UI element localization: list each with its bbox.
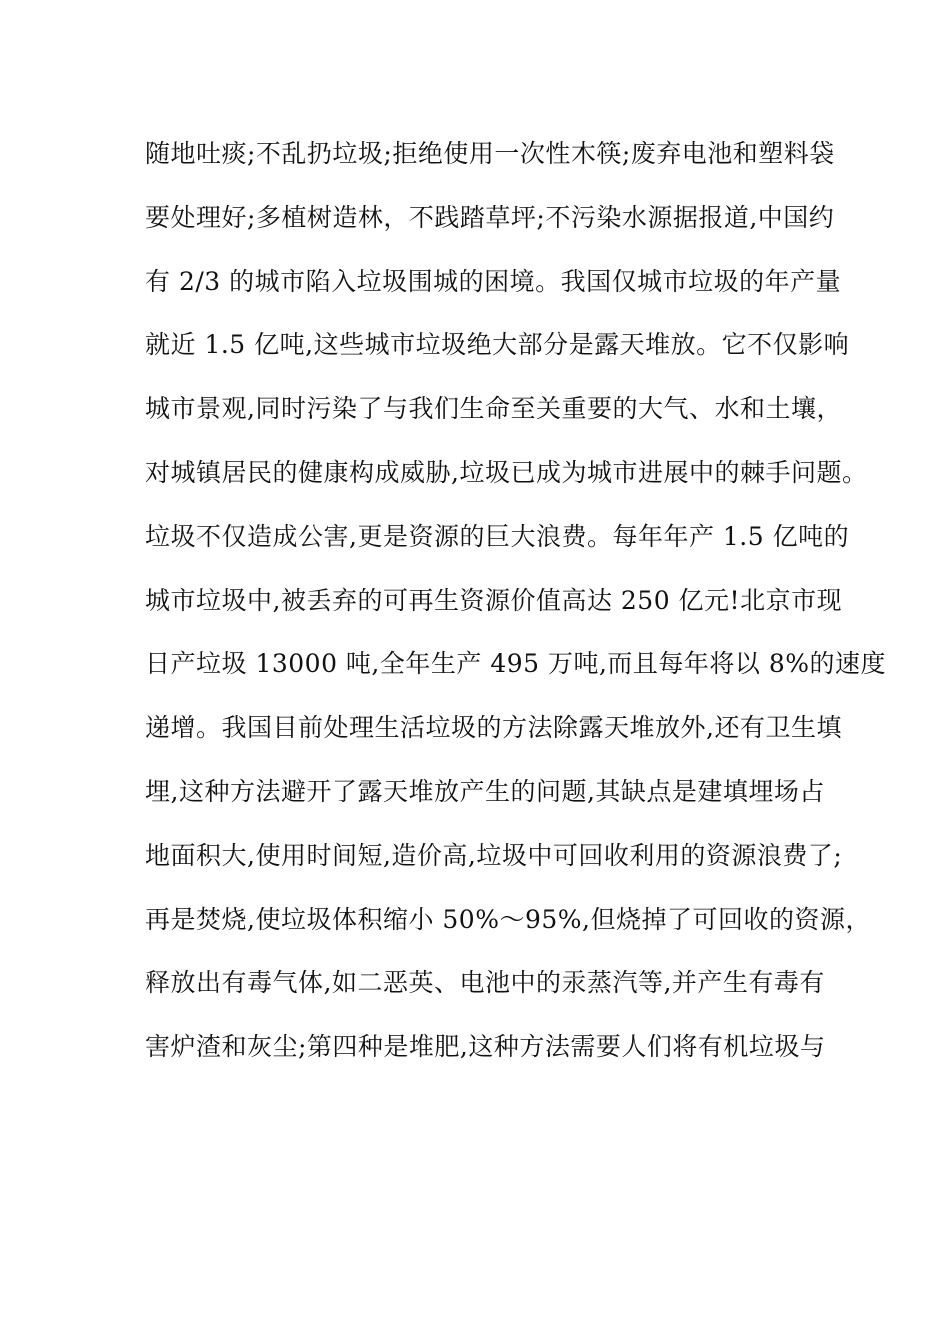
text-line: 释放出有毒气体,如二恶英、电池中的汞蒸汽等,并产生有毒有: [145, 968, 825, 998]
text-line: 地面积大,使用时间短,造价高,垃圾中可回收利用的资源浪费了;: [145, 840, 843, 870]
text-line: 有 2/3 的城市陷入垃圾围城的困境。我国仅城市垃圾的年产量: [145, 266, 842, 296]
text-line: 害炉渣和灰尘;第四种是堆肥,这种方法需要人们将有机垃圾与: [145, 1032, 826, 1062]
text-line: 日产垃圾 13000 吨,全年生产 495 万吨,而且每年将以 8%的速度: [145, 649, 887, 679]
body-text: [145, 128, 887, 1085]
text-line: 递增。我国目前处理生活垃圾的方法除露天堆放外,还有卫生填: [145, 713, 842, 743]
text-line: 再是焚烧,使垃圾体积缩小 50%～95%,但烧掉了可回收的资源，: [145, 904, 871, 934]
text-line: 要处理好;多植树造林，不践踏草坪;不污染水源据报道,中国约: [145, 202, 835, 232]
text-line: 随地吐痰;不乱扔垃圾;拒绝使用一次性木筷;废弃电池和塑料袋: [145, 139, 835, 168]
text-line: 对城镇居民的健康构成威胁,垃圾已成为城市进展中的棘手问题。: [145, 457, 868, 487]
text-line: 就近 1.5 亿吨,这些城市垃圾绝大部分是露天堆放。它不仅影响: [145, 330, 850, 360]
text-line: 埋,这种方法避开了露天堆放产生的问题,其缺点是建填埋场占: [145, 776, 825, 806]
text-line: 城市景观,同时污染了与我们生命至关重要的大气、水和土壤，: [145, 394, 842, 424]
text-line: 城市垃圾中,被丢弃的可再生资源价值高达 250 亿元!北京市现: [145, 585, 843, 615]
text-line: 垃圾不仅造成公害,更是资源的巨大浪费。每年年产 1.5 亿吨的: [145, 521, 850, 551]
